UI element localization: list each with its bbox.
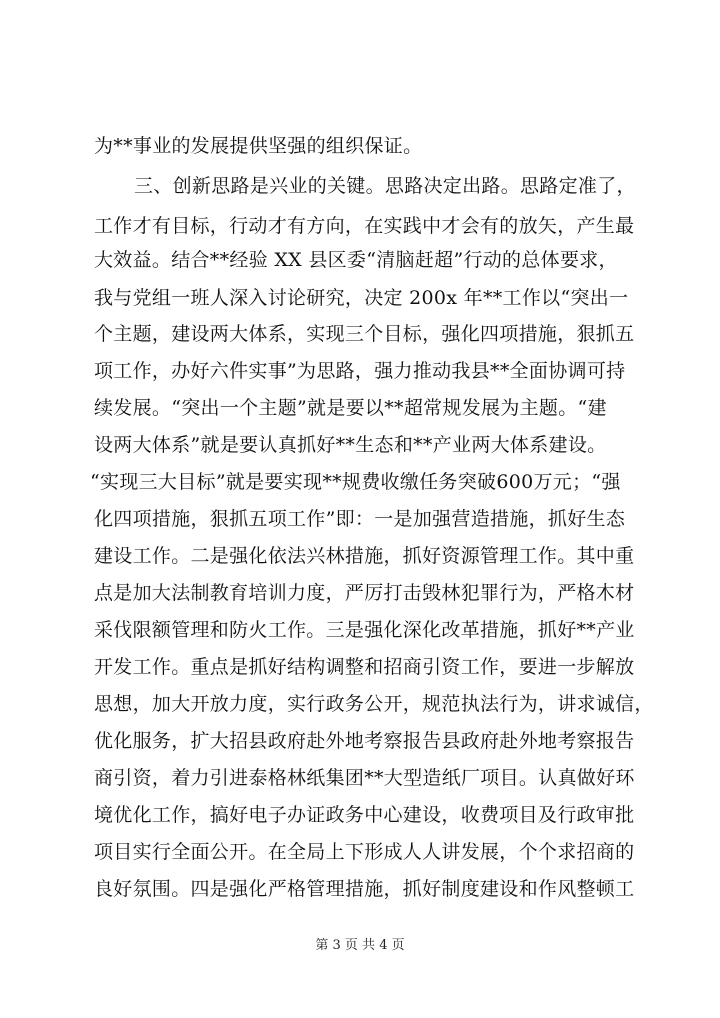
paragraph-line: 开发工作。重点是抓好结构调整和招商引资工作，要进一步解放 [94,656,635,678]
paragraph-line: 采伐限额管理和防火工作。三是强化深化改革措施，抓好**产业 [94,619,635,641]
paragraph-line: 化四项措施，狠抓五项工作”即：一是加强营造措施，抓好生态 [94,508,626,530]
paragraph-line: 境优化工作，搞好电子办证政务中心建设，收费项目及行政审批 [94,804,635,826]
paragraph-line: “实现三大目标”就是要实现**规费收缴任务突破600万元；“强 [90,471,621,493]
paragraph-line: 个主题，建设两大体系，实现三个目标，强化四项措施，狠抓五 [94,323,635,345]
paragraph-line: 良好氛围。四是强化严格管理措施，抓好制度建设和作风整顿工 [94,878,635,900]
paragraph-line: 三、创新思路是兴业的关键。思路决定出路。思路定准了， [134,175,636,197]
paragraph-line: 优化服务，扩大招县政府赴外地考察报告县政府赴外地考察报告 [94,730,635,752]
paragraph-line: 为**事业的发展提供坚强的组织保证。 [94,135,423,157]
paragraph-line: 项目实行全面公开。在全局上下形成人人讲发展，个个求招商的 [94,841,635,863]
paragraph-line: 设两大体系”就是要认真抓好**生态和**产业两大体系建设。 [94,434,607,456]
paragraph-line: 续发展。“突出一个主题”就是要以**超常规发展为主题。“建 [94,397,607,419]
paragraph-line: 大效益。结合**经验 XX 县区委“清脑赶超”行动的总体要求， [94,249,618,271]
paragraph-line: 点是加大法制教育培训力度，严厉打击毁林犯罪行为，严格木材 [94,582,635,604]
page-number-footer: 第 3 页 共 4 页 [315,938,405,953]
paragraph-line: 工作才有目标，行动才有方向，在实践中才会有的放矢，产生最 [94,215,635,237]
paragraph-line: 思想，加大开放力度，实行政务公开，规范执法行为，讲求诚信， [94,693,654,715]
paragraph-line: 商引资，着力引进泰格林纸集团**大型造纸厂项目。认真做好环 [94,767,635,789]
paragraph-line: 建设工作。二是强化依法兴林措施，抓好资源管理工作。其中重 [94,545,635,567]
paragraph-line: 我与党组一班人深入讨论研究，决定 200x 年**工作以“突出一 [94,287,629,309]
paragraph-line: 项工作，办好六件实事”为思路，强力推动我县**全面协调可持 [94,360,626,382]
